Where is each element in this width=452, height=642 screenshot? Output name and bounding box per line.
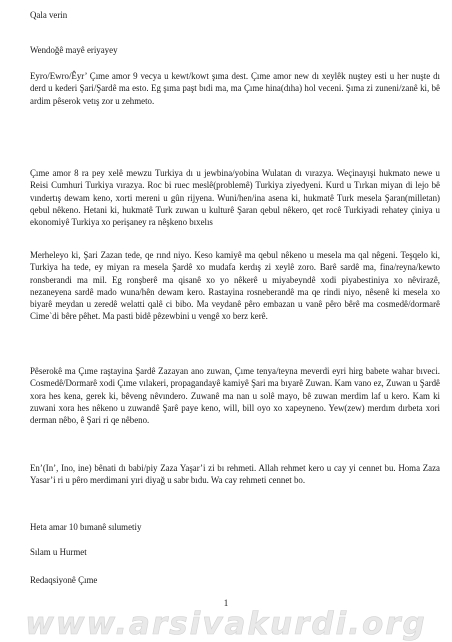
signature-line: Redaqsiyonê Çıme [30, 575, 98, 585]
paragraph: Eyro/Ewro/Êyr’ Çıme amor 9 vecya u kewt/kowt şıma dest. Çıme amor new dı xeylêk nuştey esti u her nuşte dı derd u kederi Şari/Şardê ma esto. Eg şıma paşt bıdi ma, ma Çıme hina(dıha) hol veceni. Şıma zi zuneni/zanê ki, bê ardim pêserok vetış zor u zehmeto. [30, 71, 440, 106]
salutation: Qala verin [30, 10, 68, 20]
greeting: Wendoğê mayê eriyayey [30, 45, 118, 55]
watermark-url: www.arsivakurdi.org [25, 606, 427, 642]
paragraph: Çıme amor 8 ra pey xelê mewzu Turkiya dı u jewbina/yobina Wulatan dı vırazya. Weçinayışi hukmato newe u Reisi Cumhuri Turkiya vırazya. Roc bi ruec meslê(problemê) Turkiya ziyedyeni. Kurd u Tırkan miyan di lejo bê vındertış dewam keno, xorti mereni u gûn rijyena. Wuni/hen/ina asena ki, hukmatê Turk mesela Şaran(milletan) qebul nêkeno. Hetani ki, hukmatê Turk zuwan u kulturê Şaran qebul nêkero, qet rocê Turkiyadi rehatey çiniya u ekonomiyê Turkiya xo perişaney ra nêşkeno bıxelıs [30, 168, 440, 228]
regards-line: Sılam u Hurmet [30, 547, 87, 557]
paragraph: En’(In’, Ino, ine) bênati dı babi/piy Zaza Yaşar’i zi bı rehmeti. Allah rehmet kero u cay yi cennet bu. Homa Zaza Yasar’i ri u pêro merdimani yıri diyağ u sabr bıdu. Wa cay rehmeti cennet bo. [30, 463, 440, 486]
paragraph: Pêserokê ma Çıme raştayina Şardê Zazayan ano zuwan, Çıme tenya/teyna meverdi eyri hirg babete wahar bıveci. Cosmedê/Dormarê xodi Çıme vılakeri, propagandayê kamiyê Şari ma bıyarê Zuwan. Kam vano ez, Zuwan u Şardê xora hes kena, gerek ki, bêveng nêvındero. Zuwanê ma nan u solê mayo, bê zuwan merdim laf u kero. Kam ki zuwani xora hes nêkeno u zuwandê Şarê paye keno, will, bill oyo xo xapeyneno. Yew(zew) merdım dırbeta xori derman nêbo, ê Şari ri qe nêbeno. [30, 366, 440, 426]
page-number: 1 [223, 598, 229, 608]
paragraph: Merheleyo ki, Şari Zazan tede, qe rınd niyo. Keso kamiyê ma qebul nêkeno u mesela ma qal nêgeni. Teşqelo ki, Turkiya ha tede, ey miyan ra mesela Şardê xo mudafa kerdış zi xeylê zoro. Barê sardê ma, fina/reyna/kewto ronsberandi ma mil. Eg ronşberê ma qisanê xo yo nêkerê u miyabeyndê xodi piyabestiniya xo nêvirazê, nezaneyena sardê mado wuna/hên dewam kero. Rastayina rosneberandê ma qe rindi niyo, nêsenê ki mesela xo biyarê meydan u zeredê welatti qalê ci bibo. Ma veydanê pêro embazan u vanê pêro bêrê ma cosmedê/dormarê Cime`di bêre pêhet. Ma pasti bidê pêzewbini u vengê xo berz kerê. [30, 250, 440, 322]
closing-wish: Heta amar 10 bımanê sılumetiy [30, 522, 142, 532]
